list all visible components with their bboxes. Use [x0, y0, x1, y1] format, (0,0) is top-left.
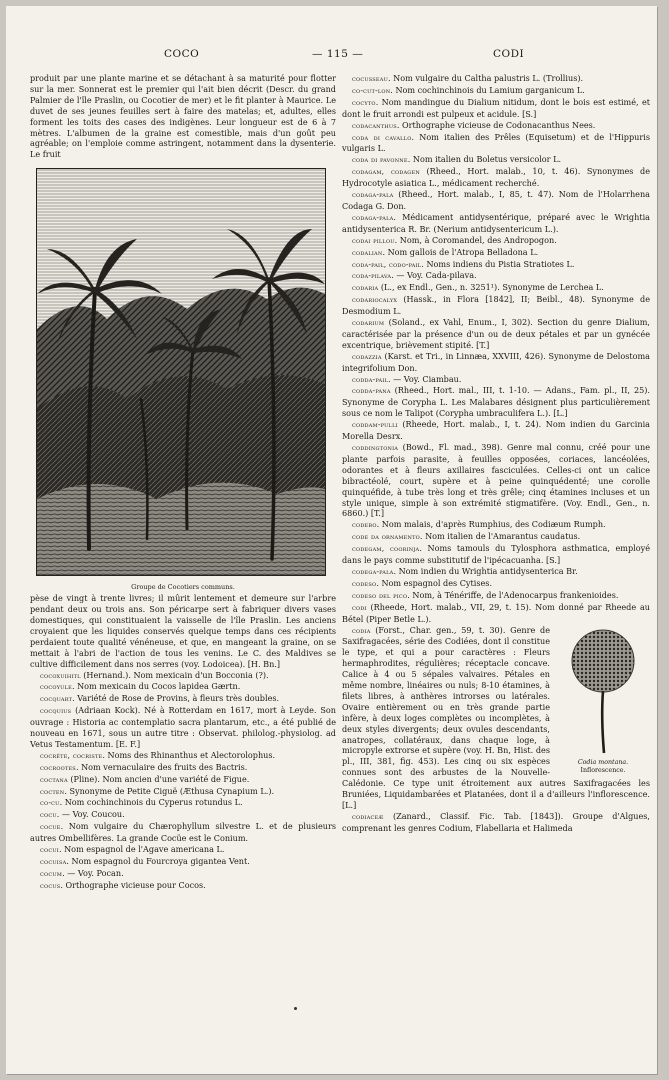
figure-caption: Codia montana.: [577, 759, 629, 767]
entry: [342, 566, 650, 578]
entry-text: . Noms tamouls du Tylosphora asthmatica, employé dans le pays comme substitutif de l'ipécacuanha. [S.]: [342, 543, 650, 566]
entry-text: . Médicament antidysentérique, préparé avec le Wrightia antidysenterica R. Br. (Nerium antidysentericum L.).: [342, 211, 650, 234]
entry: [342, 419, 650, 442]
entry-text: (L., ex Endl., Gen., n. 3251¹). Synonyme de Lerchea L.: [378, 282, 604, 293]
entry-text: (Rheed., Hort. malab., 10, t. 46). Synonymes de Hydrocotyle asiatica L., médicament recherché.: [342, 166, 651, 189]
entry: [342, 282, 650, 294]
entry: [342, 578, 650, 590]
entry-text: . Nom, à Coromandel, des Andropogon.: [394, 234, 557, 245]
entry-text: (Hernand.). Nom mexicain d'un Bocconia (?).: [80, 669, 269, 680]
entry: [342, 590, 650, 602]
entry-text: . Nom espagnol des Cytises.: [376, 577, 493, 588]
entry-text: . Nom malais, d'après Rumphius, des Codiæum Rumph.: [376, 519, 606, 530]
entry: [342, 154, 650, 166]
entry: [342, 73, 650, 85]
entry: [342, 270, 650, 282]
entry-text: . Nom mandingue du Dialium nitidum, dont le bois est estimé, et dont le fruit arrondi est pulpeux et acidule. [S.]: [342, 96, 650, 119]
entry: [30, 670, 336, 682]
entry-text: . — Voy. Ciambau.: [387, 373, 462, 384]
entry-text: . Orthographe vicieuse de Codonacanthus Nees.: [396, 119, 596, 130]
headword: cocoyule: [40, 682, 72, 692]
entry-text: . Nom cochinchinois du Lamium garganicum L.: [390, 84, 585, 95]
entry: [342, 85, 650, 97]
headword: coda-pail, codo-pail: [352, 259, 422, 269]
entry: [342, 351, 650, 374]
headword: co-cut-lon: [352, 85, 391, 95]
right-column: [342, 73, 650, 834]
headword: cocus: [40, 880, 61, 890]
headword: codeso: [352, 578, 377, 588]
headword: co-cu: [40, 798, 60, 808]
entry-text: . — Voy. Coucou.: [56, 809, 125, 820]
entry: [342, 543, 650, 566]
headword: code da ornamento: [352, 532, 420, 542]
headword: coctana: [40, 774, 68, 784]
headword: cocrête, cocriste: [40, 750, 103, 760]
entry-text: (Rheed., Hort. mal., III, t. 1-10. — Adans., Fam. pl., II, 25). Synonyme de Corypha L. Les Malabares désignent plus particulièrement sous ce nom le Talipot (Corypha umbraculifera L.). [L.]: [342, 385, 650, 419]
headword: codega-pala: [352, 566, 394, 576]
entry: [30, 750, 336, 762]
coconut-grove-engraving: [36, 168, 326, 576]
headword: codalian: [352, 247, 383, 257]
entry-text: (Bowd., Fl. mad., 398). Genre mal connu, créé pour une plante parfois parasite, à feuilles opposées, coriaces, lancéolées, odorantes et à fleurs axillaires fasciculées. Celles-ci ont un calice bibractéolé, court, supère et à peine quinquédenté; une corolle quinquéfide, à tube très long et très grêle; cinq étamines incluses et un style unique, simple à son extrémité stigmatifère. (Voy. Endl., Gen., n. 6860.) [T.]: [342, 442, 650, 519]
headword: codia: [352, 625, 371, 635]
entry: [342, 235, 650, 247]
entry: [342, 120, 650, 132]
headword: cocue: [40, 822, 61, 832]
entry-text: . Nom mexicain du Cocos lapidea Gærtn.: [71, 681, 241, 692]
entry-text: . — Voy. Pocan.: [62, 867, 124, 878]
entry: [30, 797, 336, 809]
figure-caption: Groupe de Cocotiers communs.: [131, 583, 235, 592]
headword: codi: [352, 602, 367, 612]
entry-text: . Nom espagnol du Fourcroya gigantea Vent.: [66, 856, 250, 866]
headword: cocquart: [40, 694, 73, 704]
entry-text: (Rheed., Hort. malab., I, 85, t. 47). Nom de l'Holarrhena Codaga G. Don.: [342, 189, 650, 211]
entry: [342, 166, 650, 189]
entry: [30, 880, 336, 892]
entry-text: (Karst. et Tri., in Linnæa, XXVIII, 426). Synonyme de Delostoma integrifolium Don.: [342, 350, 650, 373]
headword: cocyto: [352, 97, 376, 107]
entry-text: . Nom, à Ténériffe, de l'Adenocarpus frankenioides.: [407, 589, 619, 600]
entry: [342, 247, 650, 259]
entry: [30, 762, 336, 774]
ink-dot: [294, 1007, 297, 1010]
headword: coda di pavonne: [352, 155, 408, 165]
entry: [342, 294, 650, 317]
entry: [342, 385, 650, 419]
headword: codarium: [352, 318, 385, 328]
entry-text: . Nom italien de l'Amarantus caudatus.: [419, 531, 581, 542]
headword: codagam, codagen: [352, 167, 420, 177]
headword: coda-pilava: [352, 271, 392, 281]
entry-text: . — Voy. Cada-pilava.: [391, 270, 477, 281]
headword: cocquius: [40, 706, 72, 716]
entry: [342, 531, 650, 543]
entry: [342, 442, 650, 519]
headword: coddingtonia: [352, 443, 399, 452]
headword: coddam-pulli: [352, 420, 398, 430]
entry: [342, 374, 650, 386]
entry: [342, 189, 650, 212]
headword: codaria: [352, 283, 379, 293]
entry-text: . Noms des Rhinanthus et Alectorolophus.: [102, 749, 276, 760]
headword: codaga-pala: [352, 190, 394, 200]
entry-text: (Soland., ex Vahl, Enum., I, 302). Section du genre Dialium, caractérisée par la présence d'un ou de deux pétales et par un gynécée excentrique, brièvement stipité. [T.]: [342, 317, 650, 350]
entry-text: (Rheede, Hort. malab., VII, 29, t. 15). Nom donné par Rheede au Bétel (Piper Betle L.).: [342, 601, 650, 624]
headword: codda-pail: [352, 374, 388, 384]
running-header: [6, 48, 657, 64]
headword: codacanthus: [352, 120, 397, 130]
entry-text: . Nom indien du Wrightia antidysenterica Br.: [393, 565, 578, 576]
entry: [342, 602, 650, 625]
entry: [342, 132, 650, 155]
header-left: COCO: [164, 48, 200, 60]
codia-figure: [556, 627, 650, 776]
entry: [30, 774, 336, 786]
entry: [342, 212, 650, 235]
entry-text: . Nom vulgaire du Chærophyllum silvestre L. et de plusieurs autres Ombellifères. La grande Cocüe est le Conium.: [30, 821, 336, 844]
headword: codda-pana: [352, 386, 391, 396]
headword: cocoxuihitl: [40, 670, 81, 680]
entry: [342, 519, 650, 531]
left-column: [30, 73, 336, 892]
headword: cocum: [40, 868, 63, 878]
entry: [30, 681, 336, 693]
codia-inflorescence-illustration: [568, 627, 638, 757]
entry-text: (Hassk., in Flora [1842], II; Beibl., 48). Synonyme de Desmodium L.: [342, 294, 650, 317]
headword: codeso del pico: [352, 590, 408, 600]
entry: [30, 693, 336, 705]
headword: cocusseau: [352, 74, 389, 83]
entry: [30, 856, 336, 868]
entry: [342, 811, 650, 834]
entry-text: . Noms indiens du Pistia Stratiotes L.: [421, 258, 575, 269]
entry: [342, 259, 650, 271]
entry: [342, 97, 650, 120]
entry: [30, 868, 336, 880]
headword: codai pillou: [352, 235, 395, 245]
headword: codebo: [352, 520, 377, 530]
entry: [30, 786, 336, 798]
entry: [342, 317, 650, 351]
entry-text: . Orthographe vicieuse pour Cocos.: [60, 879, 206, 890]
entry-text: . Nom italien des Prêles (Equisetum) et de l'Hippuris vulgaris L.: [342, 131, 650, 154]
entry-text: . Nom cochinchinois du Cyperus rotundus L.: [59, 797, 243, 808]
headword: codegam, coorinja: [352, 544, 420, 554]
headword: codazzia: [352, 351, 382, 361]
entry-text: (Adriaan Kock). Né à Rotterdam en 1617, mort à Leyde. Son ouvrage : Historia ac contemplatio sacra plantarum, etc., a été publié de nouveau en 1671, sous un autre titre : Observat. philolog.-physiolog. ad Vetus Testamentum. [E. F.]: [30, 705, 336, 749]
headword: cocten: [40, 786, 65, 796]
entry-text: . Synonyme de Petite Ciguë (Æthusa Cynapium L.).: [64, 785, 275, 796]
headword: codariocalyx: [352, 295, 398, 305]
entry-text: (Rheede, Hort. malab., I, t. 24). Nom indien du Garcinia Morella Desrx.: [342, 419, 650, 442]
entry-text: (Zanard., Classif. Fic. Tab. [1843]). Groupe d'Algues, comprenant les genres Codium, Flabellaria et Halimeda: [342, 810, 650, 833]
entry-text: . Variété de Rose de Provins, à fleurs très doubles.: [72, 693, 280, 704]
entry-text: . Nom gallois de l'Atropa Belladona L.: [382, 246, 539, 257]
headword: coda di cavallo: [352, 132, 412, 142]
paragraph: produit par une plante marine et se détachant à sa maturité pour flotter sur la mer. Sonnerat est le premier qui l'ait bien décrit (Descr. du grand Palmier de l'île Praslin, ou Cocotier de mer) et le fit planter à Maurice. Le duvet de ses jeunes feuilles sert à faire des matelas; et, adultes, elles forment les toits des cases des indigènes. Leur longueur est de 6 à 7 mètres. L'albumen de la graine est comestible, mais d'un goût peu agréable; on l'emploie comme astringent, notamment dans la dysenterie. Le fruit: [30, 73, 336, 160]
headword: cocrootes: [40, 762, 76, 772]
entry: [30, 809, 336, 821]
entry-text: (Pline). Nom ancien d'une variété de Figue.: [67, 773, 250, 784]
headword: codaga-pala: [352, 212, 394, 222]
entry-text: . Nom vulgaire du Caltha palustris L. (Trollius).: [388, 73, 584, 83]
entry: [30, 844, 336, 856]
palm-illustration: [37, 169, 325, 575]
paragraph: pèse de vingt à trente livres; il mûrit lentement et demeure sur l'arbre pendant deux ou trois ans. Son péricarpe sert à fabriquer divers vases domestiques, qui constituaient la vaisselle de l'île Praslin. Les anciens croyaient que les liquides conservés quelque temps dans ces récipients perdaient toute qualité vénéneuse, et que, en mangeant la graine, on se mettait à l'abri de l'action de tous les venins. Le C. des Maldives se cultive difficilement dans nos serres (voy. Lodoicea). [H. Bn.]: [30, 593, 336, 669]
book-page: [6, 6, 657, 1074]
headword: codiaceæ: [352, 811, 384, 821]
figure-caption: Inflorescence.: [580, 767, 626, 775]
page-number: — 115 —: [312, 48, 364, 60]
entry-text: . Nom italien du Boletus versicolor L.: [407, 154, 562, 165]
headword: cocuisa: [40, 857, 67, 866]
entry-text: (Forst., Char. gen., 59, t. 30). Genre de Saxifragacées, série des Codiées, dont il constitue le type, et qui a pour caractères : Fleurs hermaphrodites, régulières; réceptacle concave. Calice à 4 ou 5 sépales valvaires. Pétales en même nombre, linéaires ou nuls; 8-10 étamines, à filets libres, à anthères introrses ou latérales. Ovaire entièrement ou en très grande partie infère, à deux loges complètes ou incomplètes, à deux styles divergents; deux ovules descendants, anatropes, collatéraux, dans chaque loge, à micropyle extrorse et supère (voy. H. Bn, Hist. des pl., III, 381, fig. 453). Les cinq ou six espèces connues sont des arbustes de la Nouvelle-Calédonie. Ce type unit étroitement aux autres Saxifragacées les Bruniées, Liquidambarées et Platanées, dont il a d'ailleurs l'inflorescence. [L.]: [342, 624, 650, 810]
entry-text: . Nom espagnol de l'Agave americana L.: [58, 844, 225, 855]
entry: [30, 821, 336, 844]
entry: [30, 705, 336, 750]
headword: cocui: [40, 845, 59, 855]
entry-text: . Nom vernaculaire des fruits des Bactris.: [75, 761, 248, 772]
headword: cocu: [40, 810, 57, 820]
header-right: CODI: [493, 48, 525, 60]
